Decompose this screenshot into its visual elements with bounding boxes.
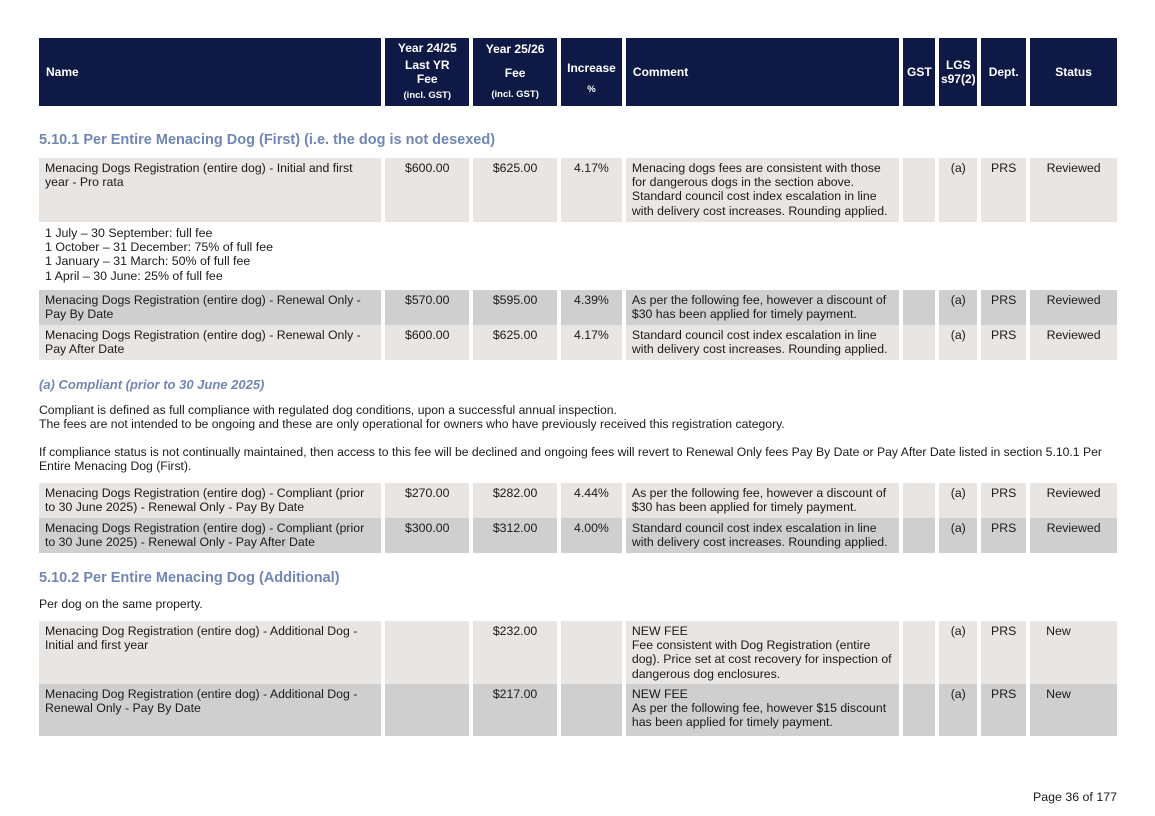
row-status: Reviewed [1030, 483, 1117, 518]
table-row [39, 483, 1117, 518]
row-fee: $625.00 [473, 158, 557, 222]
row-increase: 4.17% [561, 325, 622, 360]
row-last-year-fee: $600.00 [385, 325, 469, 360]
row-comment: As per the following fee, however a discount of $30 has been applied for timely payment. [626, 290, 899, 325]
row-gst [903, 325, 935, 360]
row-increase: 4.44% [561, 483, 622, 518]
row-comment: Standard council cost index escalation in line with delivery cost increases. Rounding applied. [626, 325, 899, 360]
compliance-note: If compliance status is not continually maintained, then access to this fee will be declined and ongoing fees will revert to Renewal Only fees Pay By Date or Pay After Date listed in section 5.10.1 Per Entire Menacing Dog (First). [39, 445, 1102, 474]
row-lgs: (a) [939, 158, 977, 222]
row-dept: PRS [981, 325, 1026, 360]
row-gst [903, 290, 935, 325]
fee-schedule-page [39, 38, 1117, 730]
row-comment: Menacing dogs fees are consistent with those for dangerous dogs in the section above. Standard council cost index escalation in line with delivery cost increases. Rounding applied. [626, 158, 899, 222]
row-comment: As per the following fee, however a discount of $30 has been applied for timely payment. [626, 483, 899, 518]
row-lgs: (a) [939, 518, 977, 553]
row-dept: PRS [981, 684, 1026, 736]
row-status: Reviewed [1030, 290, 1117, 325]
row-lgs: (a) [939, 325, 977, 360]
compliant-subtitle: (a) Compliant (prior to 30 June 2025) [39, 377, 265, 392]
section-title-5-10-1: 5.10.1 Per Entire Menacing Dog (First) (i.e. the dog is not desexed) [39, 132, 496, 148]
row-status: New [1030, 621, 1117, 684]
row-fee: $217.00 [473, 684, 557, 736]
row-increase [561, 621, 622, 684]
table-header [39, 38, 1117, 106]
table-row [39, 325, 1117, 360]
row-name: Menacing Dogs Registration (entire dog) - Compliant (prior to 30 June 2025) - Renewal Only - Pay By Date [39, 483, 381, 518]
header-dept: Dept. [981, 38, 1026, 106]
row-last-year-fee: $270.00 [385, 483, 469, 518]
row-dept: PRS [981, 518, 1026, 553]
row-comment: Standard council cost index escalation in line with delivery cost increases. Rounding applied. [626, 518, 899, 553]
table-row [39, 290, 1117, 325]
pro-rata-note: 1 January – 31 March: 50% of full fee [45, 254, 251, 269]
row-gst [903, 621, 935, 684]
row-name: Menacing Dogs Registration (entire dog) - Compliant (prior to 30 June 2025) - Renewal Only - Pay After Date [39, 518, 381, 553]
table-row [39, 158, 1117, 222]
section-title-5-10-2: 5.10.2 Per Entire Menacing Dog (Additional) [39, 570, 340, 586]
pro-rata-note: 1 April – 30 June: 25% of full fee [45, 268, 223, 283]
page-number: Page 36 of 177 [1032, 790, 1117, 804]
row-increase [561, 684, 622, 736]
header-increase: Increase % [561, 38, 622, 106]
row-last-year-fee: $600.00 [385, 158, 469, 222]
row-name: Menacing Dogs Registration (entire dog) - Renewal Only - Pay By Date [39, 290, 381, 325]
row-increase: 4.17% [561, 158, 622, 222]
row-gst [903, 684, 935, 736]
row-gst [903, 518, 935, 553]
header-last-year-fee: Year 24/25 Last YR Fee (incl. GST) [385, 38, 469, 106]
row-fee: $312.00 [473, 518, 557, 553]
row-gst [903, 483, 935, 518]
row-name: Menacing Dogs Registration (entire dog) - Renewal Only - Pay After Date [39, 325, 381, 360]
row-last-year-fee [385, 621, 469, 684]
row-last-year-fee [385, 684, 469, 736]
row-name: Menacing Dogs Registration (entire dog) - Initial and first year - Pro rata [39, 158, 381, 222]
row-fee: $595.00 [473, 290, 557, 325]
row-last-year-fee: $570.00 [385, 290, 469, 325]
header-comment: Comment [626, 38, 899, 106]
table-row [39, 621, 1117, 684]
row-status: Reviewed [1030, 518, 1117, 553]
row-dept: PRS [981, 290, 1026, 325]
compliant-definition: Compliant is defined as full compliance with regulated dog conditions, upon a successful annual inspection. The fees are not intended to be ongoing and these are only operational for owners who have previously received this registration category. [39, 403, 785, 432]
header-lgs: LGS s97(2) [939, 38, 977, 106]
table-row [39, 684, 1117, 736]
row-fee: $282.00 [473, 483, 557, 518]
row-lgs: (a) [939, 684, 977, 736]
row-fee: $232.00 [473, 621, 557, 684]
row-increase: 4.39% [561, 290, 622, 325]
header-status: Status [1030, 38, 1117, 106]
row-comment: NEW FEE As per the following fee, however $15 discount has been applied for timely payment. [626, 684, 899, 736]
row-status: Reviewed [1030, 325, 1117, 360]
row-status: Reviewed [1030, 158, 1117, 222]
pro-rata-note: 1 July – 30 September: full fee [45, 226, 213, 240]
row-dept: PRS [981, 483, 1026, 518]
header-gst: GST [903, 38, 935, 106]
pro-rata-notes [39, 223, 1117, 286]
row-name: Menacing Dog Registration (entire dog) - Additional Dog - Renewal Only - Pay By Date [39, 684, 381, 736]
row-dept: PRS [981, 158, 1026, 222]
header-name: Name [39, 38, 381, 106]
section-description: Per dog on the same property. [39, 597, 203, 611]
row-lgs: (a) [939, 621, 977, 684]
row-lgs: (a) [939, 483, 977, 518]
row-dept: PRS [981, 621, 1026, 684]
row-status: New [1030, 684, 1117, 736]
row-increase: 4.00% [561, 518, 622, 553]
row-fee: $625.00 [473, 325, 557, 360]
table-row [39, 518, 1117, 553]
row-gst [903, 158, 935, 222]
row-name: Menacing Dog Registration (entire dog) - Additional Dog - Initial and first year [39, 621, 381, 684]
row-comment: NEW FEE Fee consistent with Dog Registration (entire dog). Price set at cost recovery for inspection of dangerous dog enclosures. [626, 621, 899, 684]
row-lgs: (a) [939, 290, 977, 325]
row-last-year-fee: $300.00 [385, 518, 469, 553]
header-fee: Year 25/26 Fee (incl. GST) [473, 38, 557, 106]
pro-rata-note: 1 October – 31 December: 75% of full fee [45, 240, 273, 255]
